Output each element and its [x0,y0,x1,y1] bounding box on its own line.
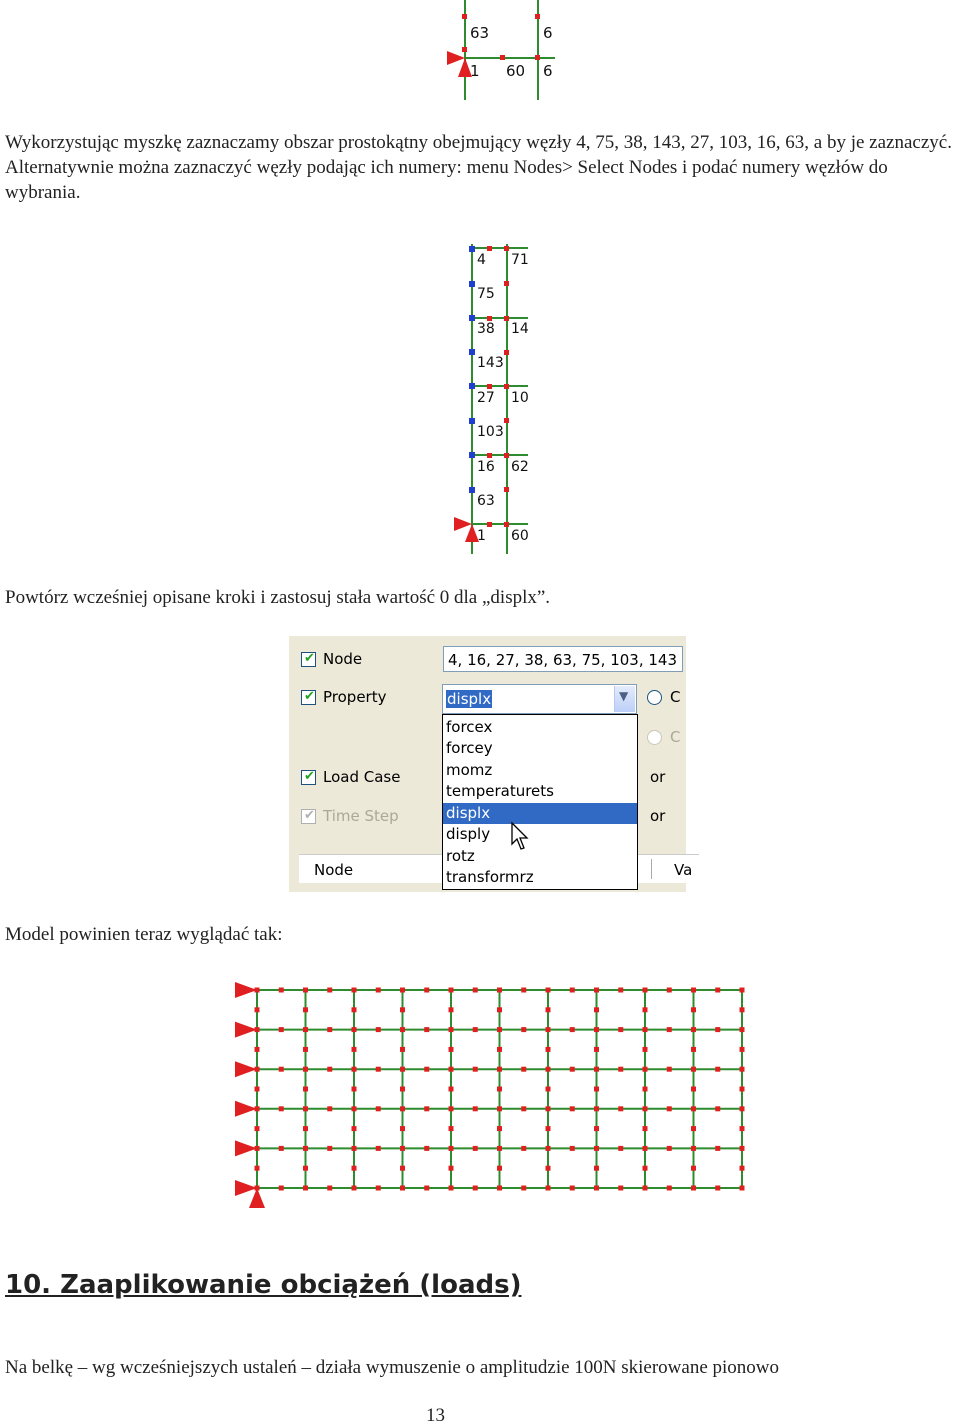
column-divider [651,859,652,879]
node-label: 63 [470,24,490,42]
constraint-y-icon [249,1188,265,1208]
mesh-node [643,1047,648,1052]
mesh-node [303,1087,308,1092]
checkmark-icon: ✔ [304,808,315,823]
mesh-node [303,988,308,993]
mesh-node [400,1146,405,1151]
load-case-label: Load Case [323,768,401,786]
mesh-node [618,1027,623,1032]
mesh-node [376,1146,381,1151]
list-item-selected[interactable]: displx [443,803,637,824]
mesh-node [521,1027,526,1032]
mesh-node [740,1126,745,1131]
mesh-node [449,1007,454,1012]
mesh-node [327,1146,332,1151]
mesh-node [497,1106,502,1111]
mesh-node [691,1047,696,1052]
property-select[interactable] [442,684,637,714]
mesh-node [376,1186,381,1191]
node-label: 63 [477,493,495,509]
mesh-node [618,1146,623,1151]
mesh-node [667,1027,672,1032]
mesh-node [303,1067,308,1072]
constraint-x-icon [235,1140,257,1156]
constraint-x-icon [235,1022,257,1038]
mesh-node [352,1027,357,1032]
mesh-node [327,988,332,993]
mesh-node [279,1067,284,1072]
mesh-node [497,1047,502,1052]
node-label: 14 [511,321,529,337]
checkmark-icon: ✔ [304,689,315,704]
mesh-node [546,988,551,993]
mesh-node [667,988,672,993]
mesh-node [618,1067,623,1072]
mesh-node [400,1106,405,1111]
mesh-node [424,1067,429,1072]
mesh-node [400,1067,405,1072]
option-radio-2-label: C [670,728,681,746]
mesh-node [643,1087,648,1092]
mesh-node [643,1126,648,1131]
node-label: 60 [511,528,529,544]
mesh-node [497,988,502,993]
mesh-node [691,1166,696,1171]
mesh-node [715,988,720,993]
mesh-node [400,1027,405,1032]
mesh-node [715,1027,720,1032]
mesh-node [594,1027,599,1032]
mesh-node [473,1027,478,1032]
mesh-node [327,1186,332,1191]
list-item[interactable]: transformrz [446,868,534,886]
mesh-node [497,1067,502,1072]
mesh-node [546,1106,551,1111]
node-label: 27 [477,390,495,406]
list-item[interactable]: temperaturets [446,782,554,800]
mesh-node [352,1166,357,1171]
mesh-node [473,1146,478,1151]
mesh-node [594,1106,599,1111]
mesh-node [279,1027,284,1032]
mesh-node [400,1087,405,1092]
mesh-node [740,1067,745,1072]
constraint-x-icon [235,1061,257,1077]
mesh-node [255,1007,260,1012]
mesh-node [279,988,284,993]
dropdown-button[interactable] [614,686,635,712]
mesh-node [691,988,696,993]
node-label: Node [323,650,363,668]
mesh-node [424,1106,429,1111]
chevron-down-icon: ▼ [619,689,629,703]
mesh-node [473,1186,478,1191]
mesh-node [691,1146,696,1151]
page-number: 13 [426,1405,445,1426]
node-label: 143 [477,355,504,371]
mesh-node [521,1146,526,1151]
mesh-node [570,1027,575,1032]
mesh-node [643,988,648,993]
mesh-node [643,1007,648,1012]
mesh-model-figure [225,978,755,1213]
node-label: 1 [477,528,486,544]
mesh-node [594,1007,599,1012]
mesh-node [473,1106,478,1111]
mesh-node [618,1186,623,1191]
mesh-node [740,988,745,993]
mesh-node [570,988,575,993]
node-input[interactable]: 4, 16, 27, 38, 63, 75, 103, 143 [443,646,683,672]
mesh-node [594,1186,599,1191]
mesh-node [691,1087,696,1092]
mesh-node [667,1146,672,1151]
section-heading: 10. Zaaplikowanie obciążeń (loads) [5,1270,522,1300]
mesh-node [570,1067,575,1072]
mouse-cursor-icon [511,822,531,852]
mesh-node [424,1027,429,1032]
mesh-node [594,1126,599,1131]
mesh-node [691,1106,696,1111]
mesh-node [327,1106,332,1111]
mesh-node [424,1146,429,1151]
mesh-node [740,1106,745,1111]
mesh-node [497,1166,502,1171]
node-label: 62 [511,459,529,475]
node-label: 16 [477,459,495,475]
mesh-node [255,1166,260,1171]
node-label: 60 [506,62,526,80]
mesh-node [594,1087,599,1092]
constraint-x-icon [235,1101,257,1117]
checkmark-icon: ✔ [304,769,315,784]
mesh-node [570,1146,575,1151]
mesh-node [546,1087,551,1092]
mesh-node [643,1067,648,1072]
mesh-node [691,1007,696,1012]
mesh-node [449,1126,454,1131]
mesh-node [303,1007,308,1012]
mesh-node [497,1007,502,1012]
mesh-node [715,1186,720,1191]
constraint-x-icon [235,982,257,998]
mesh-node [424,988,429,993]
mesh-node [303,1126,308,1131]
mesh-node [400,1186,405,1191]
node-label: 1 [470,62,480,80]
mesh-node [376,1067,381,1072]
mesh-node [740,1047,745,1052]
or-label: or [650,768,666,786]
mesh-node [594,1047,599,1052]
mesh-node [303,1106,308,1111]
node-label: 75 [477,286,495,302]
top-mesh-figure [425,0,555,100]
mesh-node [618,988,623,993]
option-radio-1[interactable] [647,690,662,705]
checkmark-icon: ✔ [304,651,315,666]
mesh-node [497,1146,502,1151]
mesh-node [400,988,405,993]
mesh-node [352,988,357,993]
mesh-node [594,1067,599,1072]
option-radio-2[interactable] [647,730,662,745]
mesh-node [643,1146,648,1151]
table-header-node[interactable]: Node [314,861,354,879]
mesh-node [546,1126,551,1131]
mesh-node [303,1146,308,1151]
mesh-node [497,1126,502,1131]
mesh-node [449,1146,454,1151]
mesh-node [521,1106,526,1111]
mesh-node [376,1106,381,1111]
list-item[interactable]: rotz [446,847,475,865]
node-label: 103 [477,424,504,440]
mesh-node [594,1166,599,1171]
mesh-node [740,1007,745,1012]
mesh-node [594,1146,599,1151]
property-label: Property [323,688,387,706]
mesh-node [352,1007,357,1012]
mesh-node [667,1186,672,1191]
mesh-node [497,1087,502,1092]
mesh-node [740,1087,745,1092]
time-step-label: Time Step [323,807,399,825]
mesh-node [376,988,381,993]
selected-nodes-figure [452,244,528,554]
mesh-node [643,1106,648,1111]
mesh-node [740,1146,745,1151]
property-selected-value: displx [447,690,492,708]
mesh-node [255,1087,260,1092]
node-checkbox[interactable] [301,652,316,667]
mesh-node [715,1146,720,1151]
mesh-node [691,1027,696,1032]
mesh-node [449,1186,454,1191]
mesh-node [400,1166,405,1171]
mesh-node [715,1067,720,1072]
mesh-node [667,1067,672,1072]
mesh-node [255,1126,260,1131]
property-options-list[interactable] [442,714,638,890]
mesh-node [279,1186,284,1191]
mesh-node [352,1126,357,1131]
or-label: or [650,807,666,825]
list-item[interactable]: forcex [446,718,493,736]
mesh-node [352,1047,357,1052]
constraint-x-icon [235,1180,257,1196]
mesh-node [643,1166,648,1171]
option-radio-1-label: C [670,688,681,706]
list-item[interactable]: disply [446,825,491,843]
mesh-node [691,1186,696,1191]
mesh-node [303,1027,308,1032]
table-header-value[interactable]: Va [674,861,693,879]
mesh-node [449,1067,454,1072]
mesh-node [740,1027,745,1032]
mesh-node [279,1146,284,1151]
node-label: 10 [511,390,529,406]
mesh-node [424,1186,429,1191]
mesh-node [303,1047,308,1052]
node-label: 6 [543,62,553,80]
mesh-node [740,1166,745,1171]
time-step-checkbox[interactable] [301,809,316,824]
mesh-node [449,1106,454,1111]
mesh-node [667,1106,672,1111]
mesh-node [618,1106,623,1111]
mesh-node [643,1027,648,1032]
mesh-node [497,1027,502,1032]
mesh-node [740,1186,745,1191]
mesh-node [546,1007,551,1012]
load-case-checkbox[interactable] [301,770,316,785]
mesh-node [546,1027,551,1032]
mesh-node [400,1047,405,1052]
mesh-node [255,1047,260,1052]
mesh-node [570,1186,575,1191]
mesh-node [594,988,599,993]
mesh-node [352,1067,357,1072]
mesh-node [570,1106,575,1111]
node-label: 71 [511,252,529,268]
mesh-node [521,988,526,993]
mesh-node [400,1126,405,1131]
property-checkbox[interactable] [301,690,316,705]
mesh-node [279,1106,284,1111]
node-label: 6 [543,24,553,42]
mesh-node [327,1067,332,1072]
mesh-node [352,1146,357,1151]
mesh-node [643,1186,648,1191]
list-item[interactable]: momz [446,761,493,779]
mesh-node [327,1027,332,1032]
paragraph-model-result: Model powinien teraz wyglądać tak: [5,924,283,945]
mesh-node [449,1087,454,1092]
mesh-node [400,1007,405,1012]
mesh-node [376,1027,381,1032]
mesh-node [449,1047,454,1052]
mesh-node [691,1126,696,1131]
mesh-node [715,1106,720,1111]
mesh-node [497,1186,502,1191]
mesh-node [449,1166,454,1171]
mesh-node [449,1027,454,1032]
constraint-dialog [289,636,693,892]
mesh-node [546,1146,551,1151]
mesh-node [546,1067,551,1072]
mesh-node [546,1166,551,1171]
mesh-node [352,1087,357,1092]
paragraph-select-nodes: Wykorzystując myszkę zaznaczamy obszar prostokątny obejmujący węzły 4, 75, 38, 143, 27, 103, 16, 63, a by je zaznaczyć. Alternatywnie można zaznaczyć węzły podając ich numery: menu Nodes> Select Nodes i podać numery węzłów do wybrania. [5,132,952,203]
mesh-node [352,1106,357,1111]
mesh-node [546,1047,551,1052]
mesh-node [303,1186,308,1191]
node-label: 38 [477,321,495,337]
mesh-node [521,1186,526,1191]
paragraph-repeat-steps: Powtórz wcześniej opisane kroki i zastosuj stała wartość 0 dla „displx”. [5,587,551,608]
mesh-node [352,1186,357,1191]
mesh-node [691,1067,696,1072]
list-item[interactable]: forcey [446,739,493,757]
paragraph-loads: Na belkę – wg wcześniejszych ustaleń – działa wymuszenie o amplitudzie 100N skierowane pionowo [5,1357,780,1378]
mesh-node [473,1067,478,1072]
mesh-node [473,988,478,993]
mesh-node [546,1186,551,1191]
node-label: 4 [477,252,486,268]
mesh-node [449,988,454,993]
mesh-node [521,1067,526,1072]
mesh-node [303,1166,308,1171]
